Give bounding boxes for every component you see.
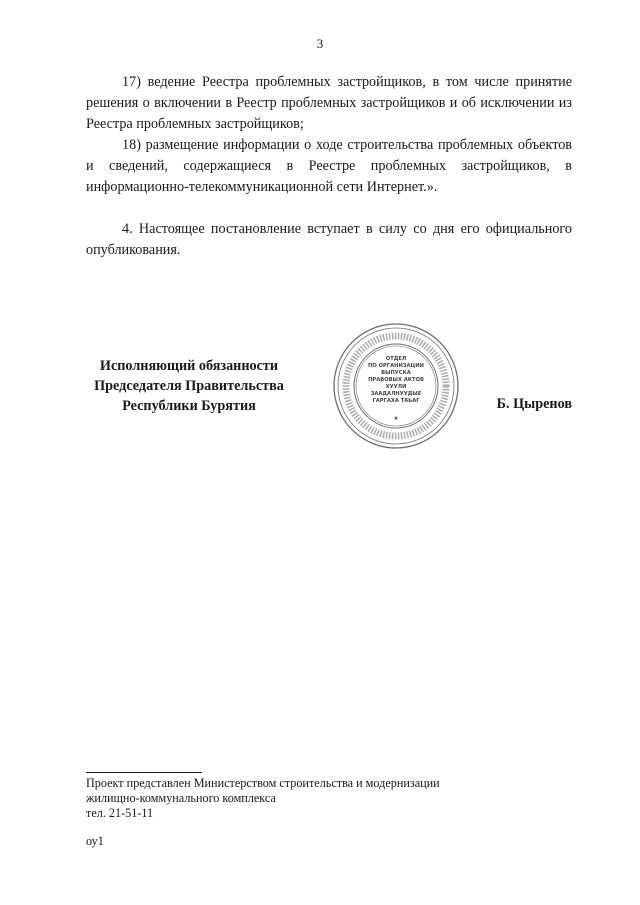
seal-line-7: ГАРГАХА ТАЬАГ <box>372 398 420 404</box>
paragraph-4: 4. Настоящее постановление вступает в силу со дня его официального опубликования. <box>86 221 572 258</box>
signer-name: Б. Цыренов <box>496 396 572 412</box>
paragraph-18: 18) размещение информации о ходе строительства проблемных объектов и сведений, содержащиеся в Реестре проблемных застройщиков, в информационно-телекоммуникационной сети Интернет.». <box>86 137 572 195</box>
seal-line-2: ПО ОРГАНИЗАЦИИ <box>368 363 424 369</box>
seal-line-4: ПРАВОВЫХ АКТОВ <box>368 377 424 383</box>
page-number: 3 <box>316 36 324 51</box>
signature-title-line2: Председателя Правительства <box>94 378 284 394</box>
signature-title-line1: Исполняющий обязанности <box>99 358 279 374</box>
signature-title-line3: Республики Бурятия <box>122 398 256 414</box>
paragraph-17: 17) ведение Реестра проблемных застройщиков, в том числе принятие решения о включении в Реестр проблемных застройщиков и об исключении из Реестра проблемных застройщиков; <box>86 74 572 132</box>
seal-line-5: ХУУЛИ <box>385 384 407 390</box>
signature-block <box>86 356 292 416</box>
footnote-line1: Проект представлен Министерством строительства и модернизации <box>86 776 440 790</box>
footnote-phone: тел. 21-51-11 <box>86 806 154 820</box>
official-seal <box>332 322 460 450</box>
seal-line-1: ОТДЕЛ <box>385 356 407 362</box>
seal-line-3: ВЫПУСКА <box>381 370 411 376</box>
seal-line-6: ЗААДАЛНУУДЫЕ <box>370 391 422 397</box>
footnote-divider <box>86 772 202 773</box>
footnote-line2: жилищно-коммунального комплекса <box>86 791 276 805</box>
footnote <box>86 776 440 821</box>
body-text <box>86 72 572 261</box>
document-code: оу1 <box>86 834 104 848</box>
seal-star-icon: ★ <box>393 415 399 422</box>
